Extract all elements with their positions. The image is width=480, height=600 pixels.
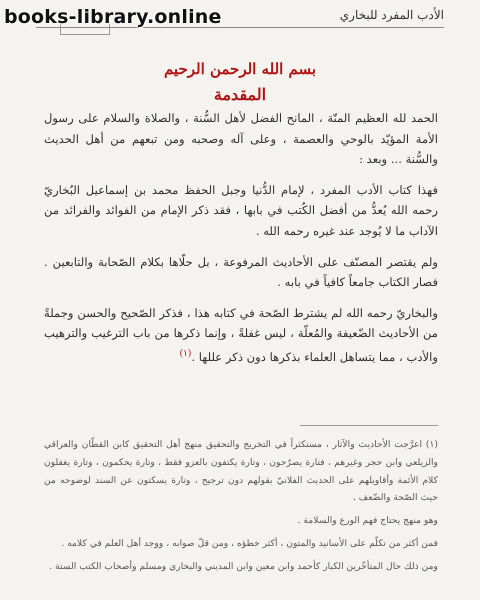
paragraph: ولم يقتصر المصنّف على الأحاديث المرفوعة ، بل حلّاها بكلام الصّحابة والتابعين . فصار الكتاب جامعاً كافياً في بابه . <box>44 254 438 290</box>
paragraph-text: والبخاريّ رحمه الله لم يشترط الصّحة في كتابه هذا ، فذكر الصّحيح والحسن وجملةً من الأحاديث الضّعيفة والمُعلّة ، ليس غفلةً ، وإنما ذكرها من باب الترغيب والترهيب والأدب ، مما يتساهل العلماء بذكرها دون ذكر عللها . <box>44 305 438 364</box>
running-title: الأدب المفرد للبخاري <box>339 8 444 22</box>
paragraph: الحمد لله العظيم المنّة ، المانح الفضل لأهل السُّنة ، والصلاة والسلام على رسول الأمة المؤيّد بالوحي والعصمة ، وعلى آله وصحبه ومن تبعهم من أهل الحديث والسُّنة ... وبعد : <box>44 111 438 167</box>
section-title: المقدمة <box>213 85 267 104</box>
footnote-rule <box>300 425 438 426</box>
footnote: (١) اعرَّجت الأحاديث والآثار ، مستكثراً في التخريج والتحقيق منهج أهل التحقيق كابن القطّان والعراقي والزيلعي وابن حجر وغيرهم ، فتارة يصرّحون ، وتارة يكتفون بالعزو فقط ، وتارة يحكمون ، وتارة يغفلون كلام الأئمة وأقاويلهم على الحديث الفلانيّ بقولهم دون ترجيح ، وتارة يسكتون عن السند لوضوحه من حيث الصّحة والضّعف . <box>44 439 438 504</box>
footnotes <box>44 436 438 581</box>
footnote: ومن ذلك حال المتأخّرين الكبار كأحمد وابن معين وابن المديني والبخاري ومسلم وأصحاب الكتب الستة . <box>49 560 438 572</box>
body-text <box>44 108 438 377</box>
basmala-heading: بسم الله الرحمن الرحيم <box>163 60 317 78</box>
footnote: وهو منهج يحتاج فهم الورع والسلامة . <box>297 515 438 527</box>
watermark-text: books-library.online <box>4 6 222 28</box>
footnote: فمن أكثر من تكلّم على الأسانيد والمتون ، أكثر خطؤه ، ومن قلّ صوابه ، ووجد أهل العلم في كلامه . <box>61 537 438 549</box>
paragraph <box>44 303 438 368</box>
footnote-marker[interactable]: (١) <box>179 348 192 359</box>
paragraph: فهذا كتاب الأدب المفرد ، لإمام الدُّنيا وجبل الحفظ محمد بن إسماعيل البُخاريّ رحمه الله يُعدُّ من أفضل الكُتب في بابها ، فقد ذكر الإمام من الفوائد والفرائد من الآداب ما لا يُوجد عند غيره رحمه الله . <box>44 182 438 238</box>
